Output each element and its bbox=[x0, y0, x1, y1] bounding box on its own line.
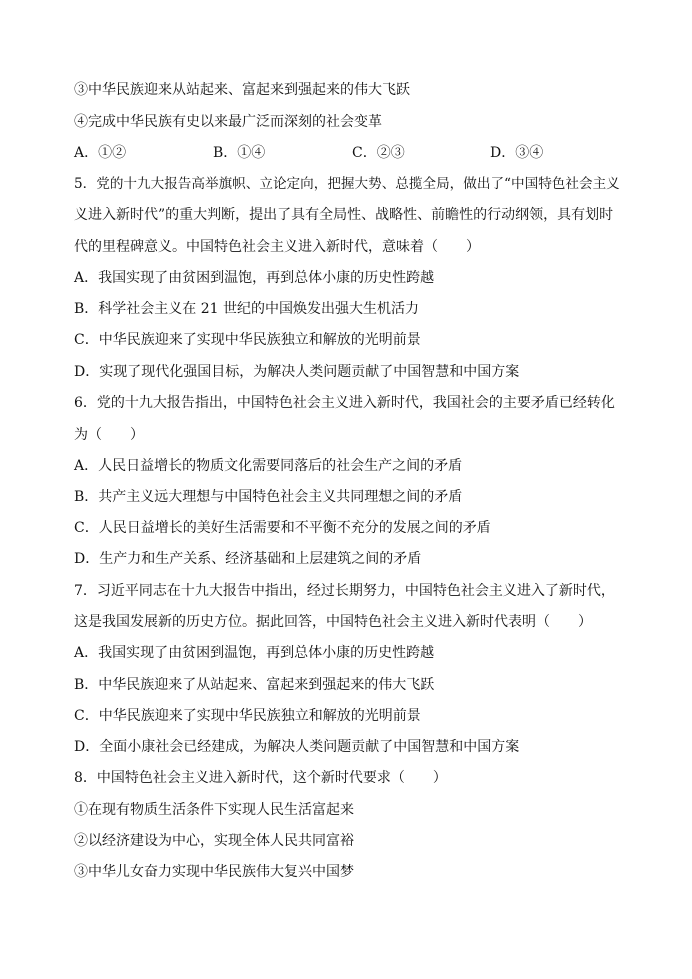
q5-option-d: D．实现了现代化强国目标，为解决人类问题贡献了中国智慧和中国方案 bbox=[74, 364, 520, 380]
q4-option-a: A．①② bbox=[74, 145, 127, 161]
q8-item-1: ①在现有物质生活条件下实现人民生活富起来 bbox=[74, 802, 354, 818]
q7-stem-line-1: 7．习近平同志在十九大报告中指出，经过长期努力，中国特色社会主义进入了新时代， bbox=[74, 583, 615, 599]
q6-option-c: C．人民日益增长的美好生活需要和不平衡不充分的发展之间的矛盾 bbox=[74, 520, 491, 536]
q7-option-a: A．我国实现了由贫困到温饱，再到总体小康的历史性跨越 bbox=[74, 645, 435, 661]
q5-stem-line-1: 5．党的十九大报告高举旗帜、立论定向，把握大势、总揽全局，做出了“中国特色社会主义 bbox=[74, 176, 620, 192]
q8-item-2: ②以经济建设为中心，实现全体人民共同富裕 bbox=[74, 833, 354, 849]
q8-item-3: ③中华儿女奋力实现中华民族伟大复兴中国梦 bbox=[74, 864, 354, 880]
q5-option-b: B．科学社会主义在 21 世纪的中国焕发出强大生机活力 bbox=[74, 301, 420, 317]
q5-stem-line-2: 义进入新时代”的重大判断，提出了具有全局性、战略性、前瞻性的行动纲领，具有划时 bbox=[74, 207, 614, 223]
q6-option-a: A．人民日益增长的物质文化需要同落后的社会生产之间的矛盾 bbox=[74, 458, 463, 474]
q4-option-c: C．②③ bbox=[352, 145, 405, 161]
q5-option-c: C．中华民族迎来了实现中华民族独立和解放的光明前景 bbox=[74, 332, 421, 348]
q7-option-d: D．全面小康社会已经建成，为解决人类问题贡献了中国智慧和中国方案 bbox=[74, 739, 520, 755]
q6-option-d: D．生产力和生产关系、经济基础和上层建筑之间的矛盾 bbox=[74, 551, 422, 567]
q6-option-b: B．共产主义远大理想与中国特色社会主义共同理想之间的矛盾 bbox=[74, 489, 463, 505]
q5-stem-line-3: 代的里程碑意义。中国特色社会主义进入新时代，意味着（ ） bbox=[74, 239, 480, 255]
q6-stem-line-1: 6．党的十九大报告指出，中国特色社会主义进入新时代，我国社会的主要矛盾已经转化 bbox=[74, 395, 615, 411]
q5-option-a: A．我国实现了由贫困到温饱，再到总体小康的历史性跨越 bbox=[74, 270, 435, 286]
q4-item-3: ③中华民族迎来从站起来、富起来到强起来的伟大飞跃 bbox=[74, 82, 410, 98]
q7-option-c: C．中华民族迎来了实现中华民族独立和解放的光明前景 bbox=[74, 708, 421, 724]
q8-stem: 8．中国特色社会主义进入新时代，这个新时代要求（ ） bbox=[74, 770, 447, 786]
q4-option-b: B．①④ bbox=[213, 145, 266, 161]
q4-item-4: ④完成中华民族有史以来最广泛而深刻的社会变革 bbox=[74, 114, 382, 130]
q6-stem-line-2: 为（ ） bbox=[74, 427, 144, 443]
q7-stem-line-2: 这是我国发展新的历史方位。据此回答，中国特色社会主义进入新时代表明（ ） bbox=[74, 614, 592, 630]
q4-option-d: D．③④ bbox=[490, 145, 544, 161]
q7-option-b: B．中华民族迎来了从站起来、富起来到强起来的伟大飞跃 bbox=[74, 677, 435, 693]
